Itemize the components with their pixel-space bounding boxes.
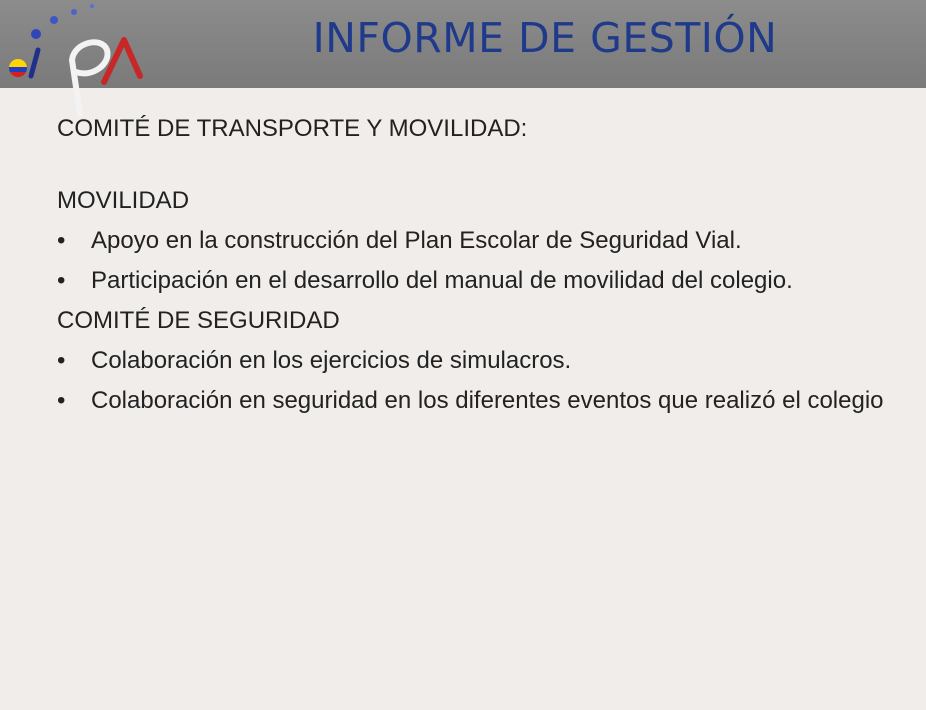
bullet-icon: • bbox=[57, 267, 66, 294]
slide-body bbox=[57, 112, 917, 424]
list-item bbox=[57, 224, 917, 258]
slide-title: INFORME DE GESTIÓN bbox=[312, 14, 778, 62]
school-logo bbox=[4, 2, 148, 120]
list-item bbox=[57, 264, 917, 298]
bullet-icon: • bbox=[57, 387, 66, 414]
logo-dot bbox=[71, 9, 77, 15]
bullet-icon: • bbox=[57, 347, 66, 374]
list-item bbox=[57, 344, 917, 378]
list-item bbox=[57, 384, 917, 418]
logo-letter-a bbox=[104, 40, 140, 82]
flag-circle-icon bbox=[8, 58, 28, 79]
logo-letter-p bbox=[72, 42, 108, 114]
list-item-text: Participación en el desarrollo del manual de movilidad del colegio. bbox=[91, 267, 793, 294]
list-item-text: Apoyo en la construcción del Plan Escolar de Seguridad Vial. bbox=[91, 227, 742, 254]
logo-dot bbox=[31, 29, 41, 39]
section-heading-transport: COMITÉ DE TRANSPORTE Y MOVILIDAD: bbox=[57, 115, 528, 142]
bullet-icon: • bbox=[57, 227, 66, 254]
logo-dot bbox=[90, 4, 94, 8]
movilidad-list bbox=[57, 224, 917, 298]
list-item-text: Colaboración en seguridad en los diferentes eventos que realizó el colegio bbox=[91, 387, 884, 414]
section-heading-seguridad: COMITÉ DE SEGURIDAD bbox=[57, 307, 340, 334]
logo-letter-i bbox=[31, 50, 38, 76]
section-heading-movilidad: MOVILIDAD bbox=[57, 187, 190, 214]
list-item-text: Colaboración en los ejercicios de simulacros. bbox=[91, 347, 572, 374]
logo-dot bbox=[50, 16, 58, 24]
seguridad-list bbox=[57, 344, 917, 418]
